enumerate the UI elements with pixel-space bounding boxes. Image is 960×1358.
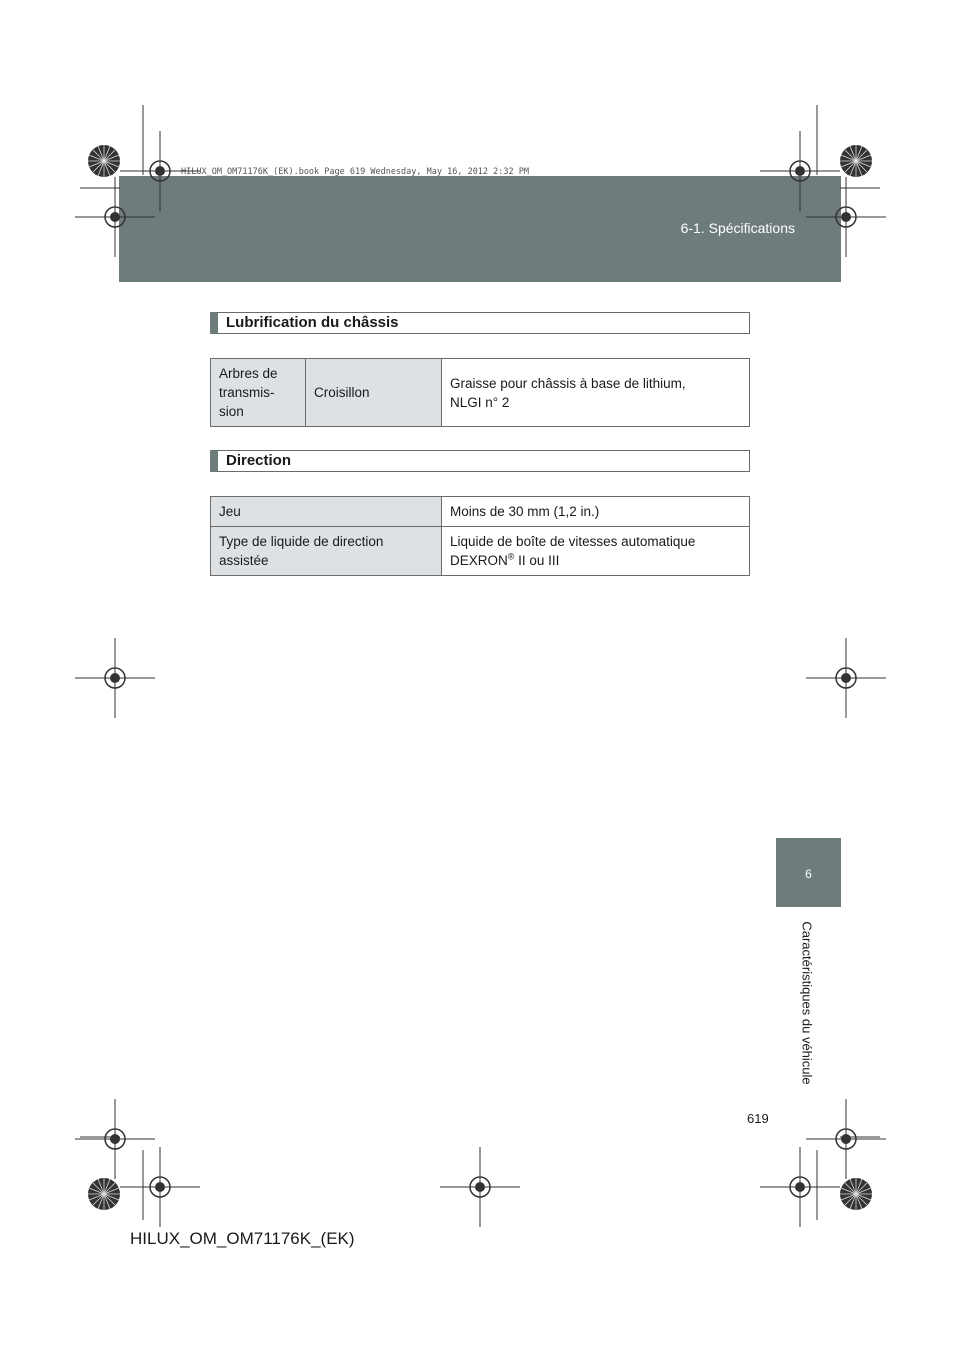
section-title: 6-1. Spécifications	[680, 220, 795, 236]
component-line: Arbres de	[219, 366, 278, 381]
label-line: assistée	[219, 553, 269, 568]
starburst-target-icon	[839, 1177, 873, 1211]
starburst-target-icon	[87, 144, 121, 178]
chapter-label: Caractéristiques du véhicule	[799, 921, 815, 1085]
book-stamp: HILUX_OM_OM71176K_(EK).book Page 619 Wednesday, May 16, 2012 2:32 PM	[181, 167, 529, 177]
value-line-prefix: DEXRON	[450, 553, 508, 568]
section-heading-steering: Direction	[210, 450, 750, 472]
page-number: 619	[747, 1111, 769, 1126]
registered-mark: ®	[507, 551, 515, 562]
document-code: HILUX_OM_OM71176K_(EK)	[130, 1229, 355, 1248]
value-line-suffix: II ou III	[514, 553, 560, 568]
spec-line: Graisse pour châssis à base de lithium,	[450, 375, 686, 391]
spec-line: NLGI n° 2	[450, 394, 510, 410]
part-cell: Croisillon	[306, 359, 442, 427]
crop-marks	[80, 105, 880, 1220]
chapter-number: 6	[805, 867, 812, 881]
section-heading-chassis: Lubrification du châssis	[210, 312, 750, 334]
label-line: Type de liquide de direction	[219, 534, 384, 549]
component-line: transmis-	[219, 385, 275, 400]
steering-label-cell: Jeu	[211, 497, 442, 527]
value-line: Liquide de boîte de vitesses automatique	[450, 534, 696, 549]
steering-value-cell: Moins de 30 mm (1,2 in.)	[442, 497, 750, 527]
starburst-target-icon	[839, 144, 873, 178]
component-line: sion	[219, 404, 244, 419]
starburst-target-icon	[87, 1177, 121, 1211]
